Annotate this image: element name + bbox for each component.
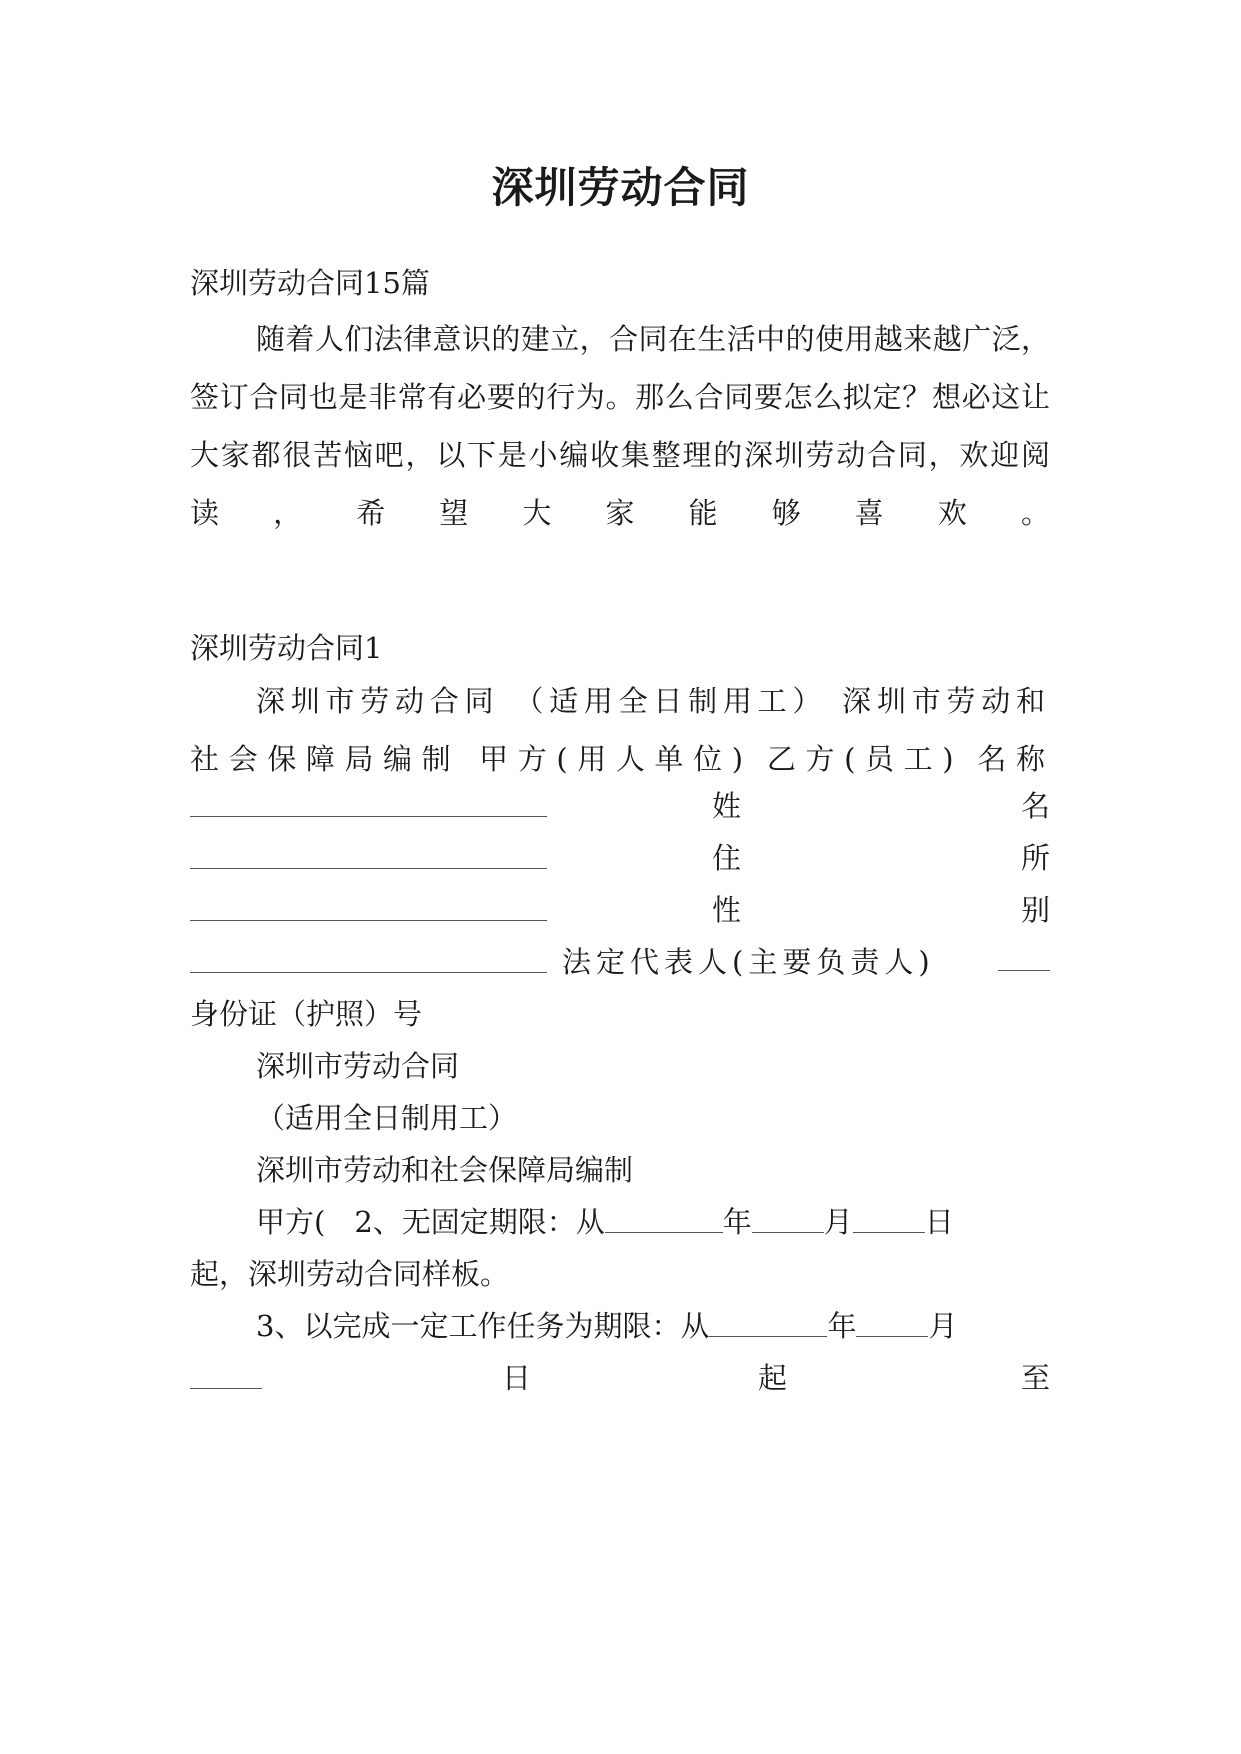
line-issuer: 深圳市劳动和社会保障局编制 [256, 1153, 634, 1187]
line-sample: 起，深圳劳动合同样板。 [190, 1257, 510, 1291]
legal-rep-blank-1 [190, 972, 547, 973]
gender-blank [190, 920, 547, 921]
name-field-row [190, 777, 1050, 835]
gender-label-1: 性 [712, 893, 742, 927]
year-blank-1 [605, 1232, 723, 1233]
line-contract-name: 深圳市劳动合同 [256, 1049, 460, 1083]
to-label: 至 [1020, 1361, 1050, 1395]
month-blank-1 [752, 1232, 824, 1233]
address-label-1: 住 [712, 841, 742, 875]
day-blank-2 [190, 1388, 262, 1389]
id-number-label: 身份证（护照）号 [190, 997, 423, 1031]
name-label-2: 名 [1020, 789, 1050, 823]
document-title: 深圳劳动合同 [491, 163, 750, 212]
day-label-1: 日 [924, 1205, 954, 1239]
address-label-2: 所 [1020, 841, 1050, 875]
legal-rep-row [190, 933, 1050, 991]
day-label-2: 日 [502, 1361, 532, 1395]
section1-paragraph: 深圳市劳动合同 （适用全日制用工） 深圳市劳动和社会保障局编制 甲方(用人单位) 乙方(员工) 名称 [190, 684, 1050, 776]
year-blank-2 [709, 1336, 827, 1337]
intro-paragraph: 随着人们法律意识的建立，合同在生活中的使用越来越广泛，签订合同也是非常有必要的行为。那么合同要怎么拟定？想必这让大家都很苦恼吧，以下是小编收集整理的深圳劳动合同，欢迎阅读，希望大家能够喜欢。 [190, 322, 1050, 530]
name-label-1: 姓 [712, 789, 742, 823]
address-field-row [190, 829, 1050, 887]
indefinite-term-text: 甲方( 2、无固定期限：从 [256, 1205, 605, 1239]
month-label-2: 月 [928, 1309, 958, 1343]
legal-rep-label: 法定代表人(主要负责人) [562, 945, 935, 979]
task-term-row [256, 1297, 1050, 1355]
from-label: 起 [758, 1361, 788, 1395]
task-term-text: 3、以完成一定工作任务为期限：从 [256, 1309, 710, 1343]
legal-rep-blank-2 [998, 970, 1050, 971]
subtitle: 深圳劳动合同15篇 [190, 266, 430, 300]
section1-heading: 深圳劳动合同1 [190, 631, 383, 665]
name-blank [190, 816, 547, 817]
address-blank [190, 868, 547, 869]
line-applicability: （适用全日制用工） [256, 1101, 518, 1135]
year-label-2: 年 [827, 1309, 857, 1343]
gender-field-row [190, 881, 1050, 939]
day-blank-1 [853, 1232, 925, 1233]
year-label-1: 年 [722, 1205, 752, 1239]
day-from-to-row [190, 1349, 1050, 1407]
gender-label-2: 别 [1020, 893, 1050, 927]
month-label-1: 月 [823, 1205, 853, 1239]
indefinite-term-row [256, 1193, 1050, 1251]
month-blank-2 [856, 1336, 928, 1337]
